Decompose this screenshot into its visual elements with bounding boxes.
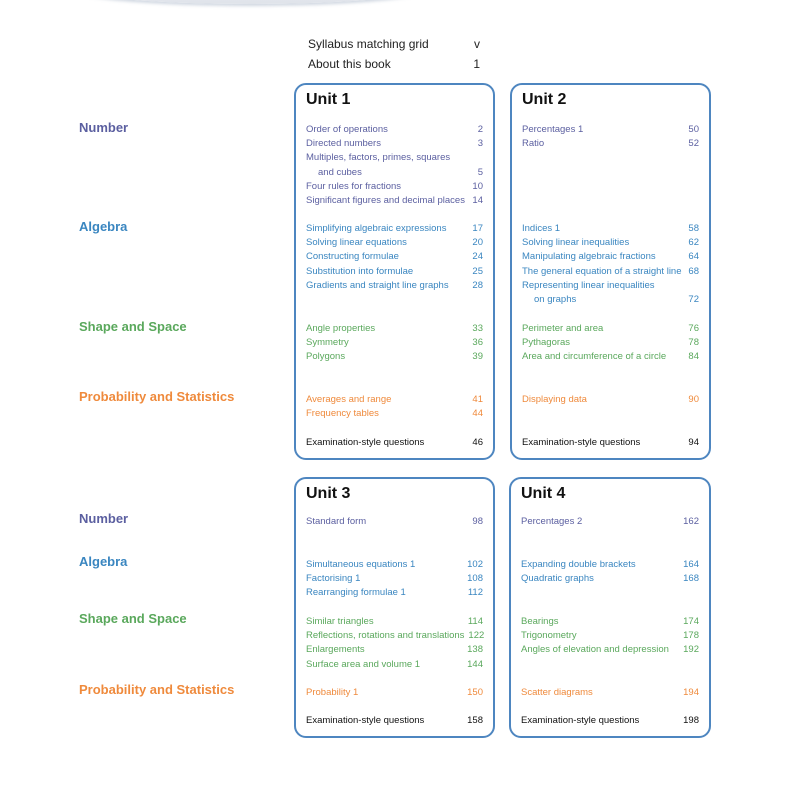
toc-entry-title: and cubes	[318, 166, 362, 178]
toc-entry-title: Solving linear inequalities	[522, 237, 630, 249]
toc-entry-title: Manipulating algebraic fractions	[522, 251, 656, 263]
toc-entry-page: 192	[683, 644, 699, 656]
toc-entry-page: 98	[472, 516, 483, 527]
decorative-header-arc	[70, 0, 430, 4]
toc-entry-title: Solving linear equations	[306, 237, 407, 249]
toc-entry-title: Standard form	[306, 516, 367, 527]
toc-entry[interactable]	[306, 194, 483, 208]
toc-entry-title: Order of operations	[306, 124, 388, 135]
toc-entry[interactable]	[522, 137, 699, 151]
toc-entry[interactable]	[306, 236, 483, 250]
toc-entry[interactable]	[522, 236, 699, 250]
toc-entry-title: Substitution into formulae	[306, 265, 414, 277]
intro-row[interactable]	[308, 54, 480, 74]
section-exam	[306, 714, 483, 728]
toc-entry[interactable]	[521, 629, 699, 643]
unit-box-2	[510, 83, 711, 460]
toc-entry-page: 84	[688, 351, 699, 363]
toc-entry-page: 164	[683, 559, 699, 570]
toc-entry-title: Simultaneous equations 1	[306, 559, 416, 570]
toc-entry-title: Percentages 1	[522, 124, 584, 135]
toc-entry-title: Similar triangles	[306, 616, 374, 627]
toc-entry[interactable]	[521, 515, 699, 529]
toc-entry[interactable]	[521, 572, 699, 586]
section-algebra	[522, 222, 699, 307]
toc-entry-title: Percentages 2	[521, 516, 583, 527]
toc-entry-title: Surface area and volume 1	[306, 658, 421, 670]
toc-entry-title: Examination-style questions	[306, 437, 425, 448]
toc-entry[interactable]	[306, 180, 483, 194]
toc-entry-page: 76	[688, 323, 699, 334]
toc-entry-title: Examination-style questions	[306, 715, 425, 726]
toc-entry-title: on graphs	[534, 294, 577, 306]
toc-entry[interactable]	[306, 558, 483, 572]
toc-entry-title: The general equation of a straight line	[522, 265, 682, 277]
toc-entry[interactable]	[306, 265, 483, 279]
toc-entry-title: Pythagoras	[522, 337, 571, 349]
section-number	[522, 123, 699, 151]
toc-entry-page: 5	[477, 166, 483, 178]
toc-entry-page: 194	[683, 687, 699, 698]
toc-entry[interactable]	[306, 586, 483, 600]
toc-entry[interactable]	[306, 166, 483, 180]
toc-entry[interactable]	[306, 436, 483, 450]
section-shape	[521, 615, 699, 658]
toc-entry[interactable]	[522, 123, 699, 137]
toc-entry[interactable]	[306, 151, 483, 165]
toc-entry[interactable]	[522, 436, 699, 450]
toc-entry-page: 20	[472, 237, 483, 249]
toc-entry-page: 58	[688, 223, 699, 234]
unit-box-4	[509, 477, 711, 738]
toc-entry-title: Four rules for fractions	[306, 180, 402, 192]
toc-entry-title: Trigonometry	[521, 630, 577, 642]
section-exam	[521, 714, 699, 728]
unit-box-1	[294, 83, 495, 460]
toc-entry-title: Symmetry	[306, 337, 349, 349]
toc-entry-title: Ratio	[522, 138, 545, 150]
toc-entry-title: Area and circumference of a circle	[522, 351, 667, 363]
section-exam	[306, 436, 483, 450]
toc-entry-page: 94	[688, 437, 699, 448]
toc-entry[interactable]	[522, 393, 699, 407]
section-number	[306, 123, 483, 208]
toc-entry[interactable]	[521, 558, 699, 572]
toc-entry-title: Averages and range	[306, 394, 392, 405]
toc-entry[interactable]	[306, 686, 483, 700]
toc-entry[interactable]	[522, 322, 699, 336]
unit-title: Unit 2	[522, 91, 567, 108]
section-algebra	[306, 222, 483, 293]
toc-entry-page: 46	[472, 437, 483, 448]
toc-entry-page: 52	[688, 138, 699, 150]
toc-entry-title: Rearranging formulae 1	[306, 587, 406, 599]
toc-entry-page: 24	[472, 251, 483, 263]
category-label-shape: Shape and Space	[79, 611, 187, 626]
section-number	[521, 515, 699, 529]
intro-label: Syllabus matching grid	[308, 37, 429, 51]
section-shape	[306, 322, 483, 365]
section-probability	[306, 686, 483, 700]
toc-entry[interactable]	[306, 407, 483, 421]
section-probability	[521, 686, 699, 700]
toc-entry-page: 144	[467, 658, 483, 670]
toc-entry[interactable]	[306, 643, 483, 657]
toc-entry[interactable]	[522, 279, 699, 293]
section-probability	[522, 393, 699, 407]
toc-entry-title: Examination-style questions	[522, 437, 641, 448]
toc-entry-page: 138	[467, 644, 483, 656]
toc-entry[interactable]	[306, 515, 483, 529]
toc-entry[interactable]	[522, 222, 699, 236]
section-shape	[522, 322, 699, 365]
toc-entry-title: Directed numbers	[306, 138, 381, 150]
unit-title: Unit 1	[306, 91, 351, 108]
category-label-probability: Probability and Statistics	[79, 682, 235, 697]
toc-entry-page: 150	[467, 687, 483, 698]
toc-entry[interactable]	[522, 265, 699, 279]
toc-entry-title: Scatter diagrams	[521, 687, 593, 698]
toc-entry-title: Angle properties	[306, 323, 376, 334]
toc-entry-title: Simplifying algebraic expressions	[306, 223, 447, 234]
toc-entry[interactable]	[306, 322, 483, 336]
toc-entry-title: Gradients and straight line graphs	[306, 279, 449, 291]
toc-entry[interactable]	[306, 336, 483, 350]
toc-entry-title: Polygons	[306, 351, 346, 363]
toc-entry-page: 44	[472, 408, 483, 420]
toc-entry-page: 3	[477, 138, 483, 150]
toc-entry[interactable]	[306, 393, 483, 407]
toc-entry-page: 158	[467, 715, 483, 726]
toc-entry-title: Indices 1	[522, 223, 561, 234]
toc-entry-title: Factorising 1	[306, 573, 361, 585]
toc-entry[interactable]	[306, 350, 483, 364]
section-algebra	[306, 558, 483, 601]
section-exam	[522, 436, 699, 450]
toc-entry[interactable]	[522, 336, 699, 350]
toc-entry-title: Constructing formulae	[306, 251, 399, 263]
unit-box-3	[294, 477, 495, 738]
toc-entry-page: 178	[683, 630, 699, 642]
toc-entry[interactable]	[306, 714, 483, 728]
toc-entry[interactable]	[521, 686, 699, 700]
toc-entry-title: Probability 1	[306, 687, 359, 698]
toc-entry-title: Perimeter and area	[522, 323, 604, 334]
toc-entry-page: 114	[467, 616, 483, 627]
toc-entry-title: Significant figures and decimal places	[306, 195, 465, 207]
toc-entry[interactable]	[522, 250, 699, 264]
toc-entry-title: Representing linear inequalities	[522, 279, 655, 291]
toc-entry-page: 162	[683, 516, 699, 527]
toc-entry[interactable]	[306, 137, 483, 151]
toc-entry-page: 168	[683, 573, 699, 585]
toc-entry-page: 25	[472, 265, 483, 277]
toc-entry[interactable]	[306, 222, 483, 236]
intro-list	[308, 34, 480, 74]
toc-entry-title: Examination-style questions	[521, 715, 640, 726]
toc-entry-title: Displaying data	[522, 394, 587, 405]
toc-entry-page: 112	[467, 587, 483, 599]
toc-entry-page: 72	[688, 294, 699, 306]
toc-entry-page: 17	[472, 223, 483, 234]
category-label-probability: Probability and Statistics	[79, 389, 235, 404]
toc-entry[interactable]	[306, 279, 483, 293]
toc-entry-page: 198	[683, 715, 699, 726]
unit-title: Unit 3	[306, 485, 351, 502]
toc-entry-page: 2	[477, 124, 483, 135]
toc-entry[interactable]	[521, 714, 699, 728]
toc-entry-page: 68	[688, 265, 699, 277]
toc-entry-title: Enlargements	[306, 644, 365, 656]
toc-entry[interactable]	[522, 350, 699, 364]
toc-entry-page: 10	[472, 180, 483, 192]
toc-entry-title: Quadratic graphs	[521, 573, 594, 585]
toc-entry-title: Reflections, rotations and translations	[306, 630, 465, 642]
toc-entry-page: 90	[688, 394, 699, 405]
section-number	[306, 515, 483, 529]
intro-page: v	[474, 37, 480, 51]
toc-entry[interactable]	[306, 629, 483, 643]
toc-entry[interactable]	[306, 250, 483, 264]
toc-entry-page: 102	[467, 559, 483, 570]
intro-label: About this book	[308, 57, 391, 71]
toc-entry-title: Angles of elevation and depression	[521, 644, 669, 656]
section-shape	[306, 615, 483, 672]
toc-entry[interactable]	[306, 615, 483, 629]
category-label-algebra: Algebra	[79, 219, 128, 234]
toc-entry-title: Multiples, factors, primes, squares	[306, 152, 451, 164]
toc-entry-title: Expanding double brackets	[521, 559, 636, 570]
intro-page: 1	[473, 57, 480, 71]
toc-entry-page: 62	[688, 237, 699, 249]
toc-entry-title: Frequency tables	[306, 408, 379, 420]
section-probability	[306, 393, 483, 421]
toc-entry[interactable]	[306, 123, 483, 137]
section-algebra	[521, 558, 699, 586]
toc-entry-page: 36	[472, 337, 483, 349]
toc-entry[interactable]	[522, 293, 699, 307]
category-label-number: Number	[79, 120, 129, 135]
category-label-algebra: Algebra	[79, 554, 128, 569]
toc-entry-page: 174	[683, 616, 699, 627]
toc-entry[interactable]	[521, 643, 699, 657]
toc-entry-page: 50	[688, 124, 699, 135]
toc-entry-page: 28	[472, 279, 483, 291]
toc-entry-title: Bearings	[521, 616, 559, 627]
toc-entry-page: 122	[468, 630, 485, 642]
unit-title: Unit 4	[521, 485, 566, 502]
toc-entry[interactable]	[521, 615, 699, 629]
toc-entry[interactable]	[306, 658, 483, 672]
toc-entry-page: 41	[472, 394, 483, 405]
toc-entry-page: 33	[472, 323, 483, 334]
toc-entry-page: 14	[472, 195, 483, 207]
toc-entry-page: 64	[688, 251, 699, 263]
toc-entry-page: 78	[688, 337, 699, 349]
toc-entry-page: 108	[467, 573, 483, 585]
toc-entry-page: 39	[472, 351, 483, 363]
intro-row[interactable]	[308, 34, 480, 54]
category-label-number: Number	[79, 511, 129, 526]
toc-entry[interactable]	[306, 572, 483, 586]
category-label-shape: Shape and Space	[79, 319, 187, 334]
